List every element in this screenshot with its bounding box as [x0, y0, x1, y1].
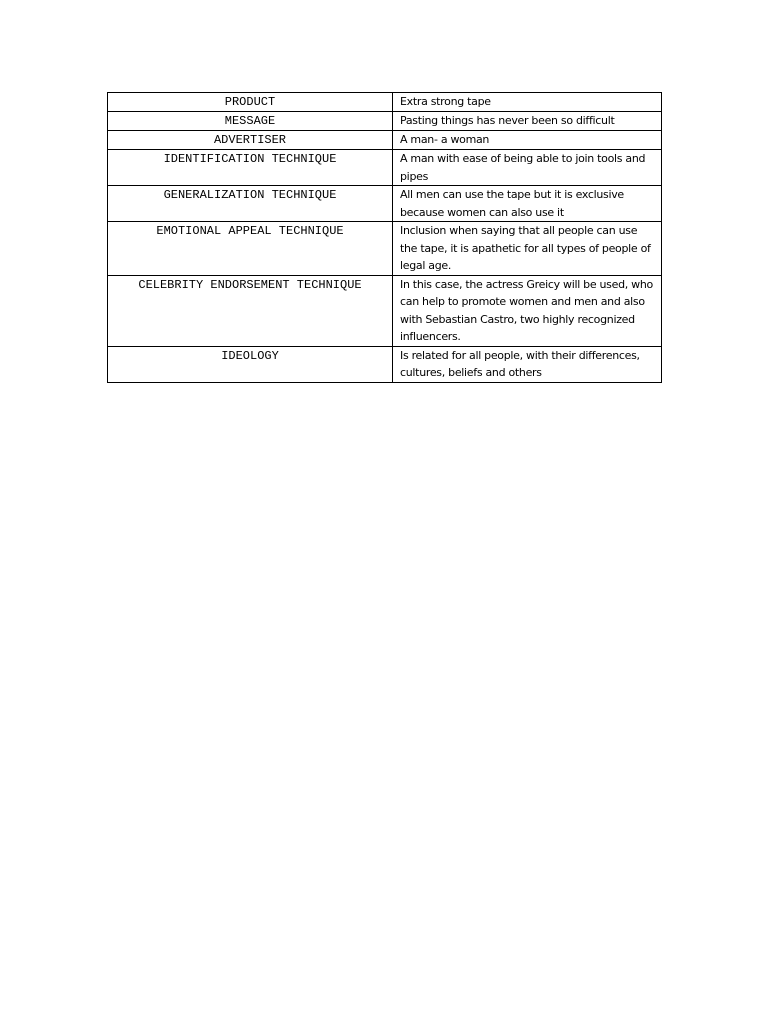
row-label-cell	[108, 222, 393, 276]
table-row	[108, 222, 662, 276]
table-row	[108, 112, 662, 131]
row-value: In this case, the actress Greicy will be used, who can help to promote women and men and also with Sebastian Castro, two highly recognized influencers.	[400, 277, 653, 343]
table-row	[108, 150, 662, 186]
row-label: CELEBRITY ENDORSEMENT TECHNIQUE	[138, 277, 362, 292]
row-value-cell	[393, 275, 662, 346]
row-label: ADVERTISER	[213, 133, 286, 147]
row-label: MESSAGE	[224, 114, 276, 128]
row-label-cell	[108, 112, 393, 131]
row-label: GENERALIZATION TECHNIQUE	[163, 188, 337, 202]
row-value: All men can use the tape but it is exclusive because women can also use it	[400, 188, 624, 219]
row-value-cell	[393, 93, 662, 112]
row-value: A man with ease of being able to join tools and pipes	[400, 152, 646, 183]
row-label-cell	[108, 186, 393, 222]
row-value: Extra strong tape	[400, 95, 491, 108]
row-label: EMOTIONAL APPEAL TECHNIQUE	[156, 224, 344, 238]
row-value: Inclusion when saying that all people can use the tape, it is apathetic for all types of people of legal age.	[400, 224, 651, 272]
row-label-cell	[108, 131, 393, 150]
table-row	[108, 346, 662, 382]
row-value: Pasting things has never been so difficult	[400, 114, 615, 127]
row-value: A man- a woman	[400, 133, 490, 146]
row-label-cell	[108, 93, 393, 112]
row-label: IDEOLOGY	[221, 348, 279, 363]
row-label-cell	[108, 275, 393, 346]
row-label-cell	[108, 346, 393, 382]
row-value-cell	[393, 112, 662, 131]
row-value: Is related for all people, with their differences, cultures, beliefs and others	[400, 348, 640, 379]
row-value-cell	[393, 346, 662, 382]
row-label-cell	[108, 150, 393, 186]
table-row	[108, 275, 662, 346]
row-value-cell	[393, 150, 662, 186]
row-label: PRODUCT	[224, 95, 276, 109]
row-value-cell	[393, 186, 662, 222]
table-row	[108, 131, 662, 150]
row-label: IDENTIFICATION TECHNIQUE	[163, 152, 337, 166]
advertising-analysis-table	[107, 92, 662, 383]
table-row	[108, 186, 662, 222]
row-value-cell	[393, 131, 662, 150]
table-row	[108, 93, 662, 112]
row-value-cell	[393, 222, 662, 276]
